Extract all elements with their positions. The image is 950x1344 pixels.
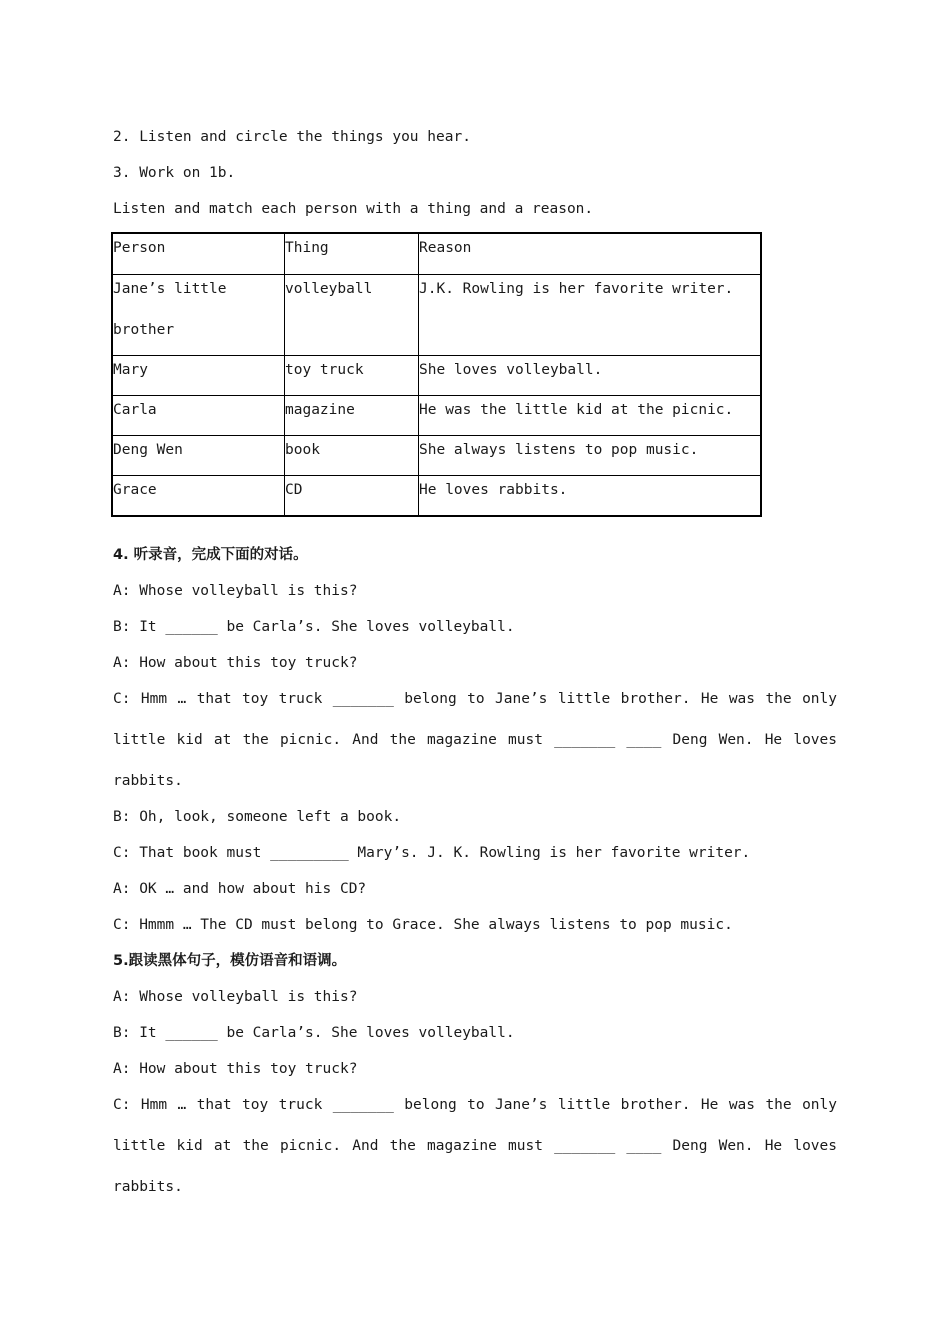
section-4-heading: 4. 听录音，完成下面的对话。	[113, 547, 308, 563]
dialogue-line: A: Whose volleyball is this?	[113, 989, 358, 1005]
table-cell: He loves rabbits.	[419, 476, 762, 517]
table-cell: Carla	[112, 396, 285, 436]
dialogue-line: rabbits.	[113, 773, 183, 789]
table-cell: book	[285, 436, 419, 476]
dialogue-line: rabbits.	[113, 1179, 183, 1195]
table-cell: Grace	[112, 476, 285, 517]
section-3-instruction: Listen and match each person with a thing and a reason.	[113, 201, 594, 217]
table-row	[112, 476, 761, 517]
table-row	[112, 275, 761, 356]
table-cell: magazine	[285, 396, 419, 436]
dialogue-line: C: Hmm … that toy truck _______ belong to Jane’s little brother. He was the only	[113, 1097, 837, 1113]
header-person: Person	[112, 233, 285, 275]
table-cell: Deng Wen	[112, 436, 285, 476]
header-thing: Thing	[285, 233, 419, 275]
table-cell: She loves volleyball.	[419, 356, 762, 396]
table-cell: She always listens to pop music.	[419, 436, 762, 476]
table-row	[112, 396, 761, 436]
table-row	[112, 356, 761, 396]
dialogue-line: A: How about this toy truck?	[113, 655, 358, 671]
section-5-heading: 5.跟读黑体句子，模仿语音和语调。	[113, 953, 347, 969]
dialogue-line: A: Whose volleyball is this?	[113, 583, 358, 599]
header-reason: Reason	[419, 233, 762, 275]
dialogue-line: A: OK … and how about his CD?	[113, 881, 367, 897]
dialogue-line: B: Oh, look, someone left a book.	[113, 809, 402, 825]
table-cell: CD	[285, 476, 419, 517]
table-cell: He was the little kid at the picnic.	[419, 396, 762, 436]
table-cell: toy truck	[285, 356, 419, 396]
table-cell: J.K. Rowling is her favorite writer.	[419, 275, 762, 356]
table-row	[112, 436, 761, 476]
matching-table	[111, 232, 762, 517]
dialogue-line: C: Hmm … that toy truck _______ belong to Jane’s little brother. He was the only	[113, 691, 837, 707]
dialogue-line: little kid at the picnic. And the magazine must _______ ____ Deng Wen. He loves	[113, 732, 837, 748]
section-2-heading: 2. Listen and circle the things you hear.	[113, 129, 471, 145]
table-cell: volleyball	[285, 275, 419, 356]
table-cell: Mary	[112, 356, 285, 396]
section-3-heading: 3. Work on 1b.	[113, 165, 236, 181]
table-cell: Jane’s little brother	[113, 281, 227, 338]
dialogue-line: C: That book must _________ Mary’s. J. K. Rowling is her favorite writer.	[113, 845, 751, 861]
dialogue-line: B: It ______ be Carla’s. She loves volleyball.	[113, 1025, 515, 1041]
dialogue-line: B: It ______ be Carla’s. She loves volleyball.	[113, 619, 515, 635]
dialogue-line: little kid at the picnic. And the magazine must _______ ____ Deng Wen. He loves	[113, 1138, 837, 1154]
dialogue-line: C: Hmmm … The CD must belong to Grace. She always listens to pop music.	[113, 917, 733, 933]
dialogue-line: A: How about this toy truck?	[113, 1061, 358, 1077]
